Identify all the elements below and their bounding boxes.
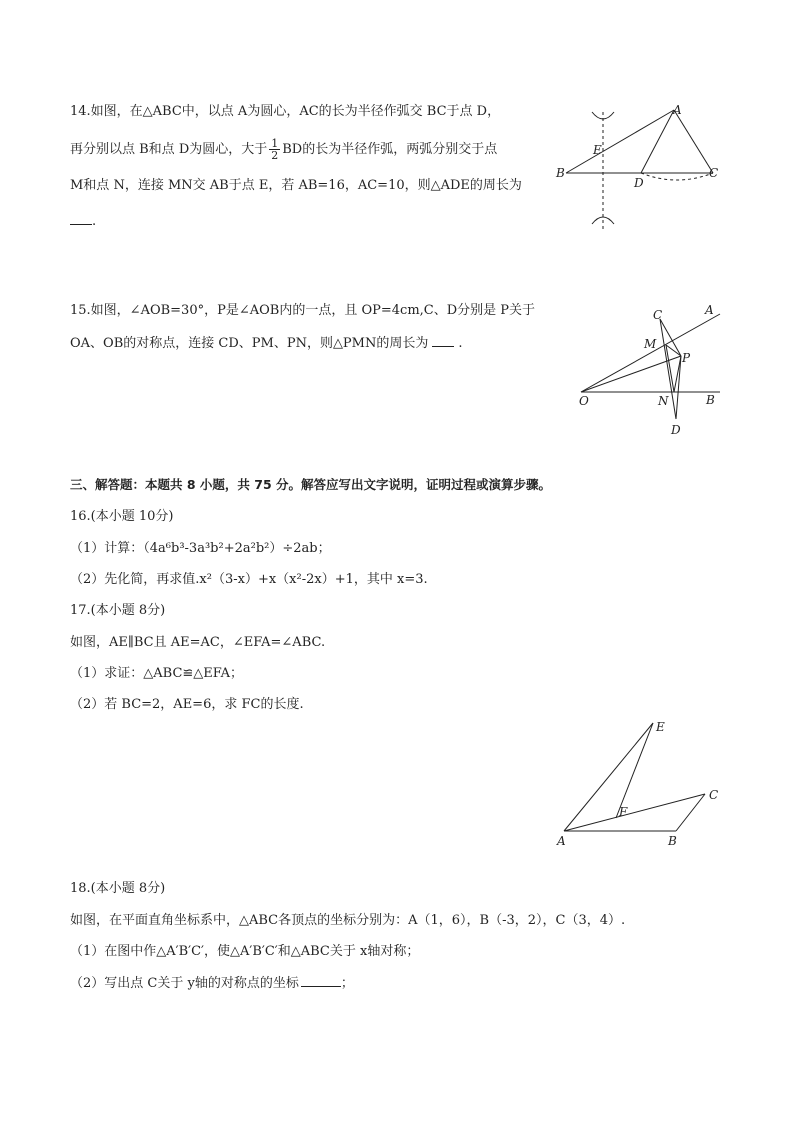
q14-line-2 (70, 138, 497, 161)
q17-figure (550, 715, 730, 855)
q15-label-a: A (705, 303, 714, 317)
q14-line-4-end: . (92, 214, 97, 229)
q15-line-2-end: . (458, 336, 463, 351)
q18-part-1: （1）在图中作△A′B′C′，使△A′B′C′和△ABC关于 x轴对称； (70, 944, 420, 959)
q17-label-a: A (557, 834, 566, 848)
q15-figure (575, 300, 735, 440)
q15-answer-blank[interactable] (432, 334, 454, 347)
q17-part-2: （2）若 BC=2，AE=6，求 FC的长度. (70, 697, 304, 712)
q18-part-2-end: ； (340, 976, 354, 991)
q18-answer-blank[interactable] (301, 974, 341, 987)
q15-label-o: O (579, 394, 589, 408)
q15-line-1: 15.如图，∠AOB=30°，P是∠AOB内的一点，且 OP=4cm,C、D分别是 P关于 (70, 303, 536, 318)
q16-title: 16.(本小题 10分) (70, 509, 174, 524)
q15-label-d: D (671, 423, 681, 437)
q15-line-2 (70, 334, 463, 353)
q18-part-2-text: （2）写出点 C关于 y轴的对称点的坐标 (70, 976, 299, 991)
q14-label-e: E (593, 143, 602, 157)
q17-part-1: （1）求证：△ABC≌△EFA； (70, 666, 244, 681)
q14-line-2-post: BD的长为半径作弧，两弧分别交于点 (282, 142, 498, 157)
q17-label-c: C (709, 788, 719, 802)
q14-label-b: B (556, 166, 565, 180)
q14-label-c: C (709, 166, 719, 180)
section-3-heading: 三、解答题：本题共 8 小题，共 75 分。解答应写出文字说明，证明过程或演算步骤。 (70, 477, 552, 492)
q14-line-4 (70, 212, 96, 231)
q15-label-c: C (653, 308, 663, 322)
q16-part-2: （2）先化简，再求值.x²（3-x）+x（x²-2x）+1，其中 x=3. (70, 572, 428, 587)
q14-label-d: D (634, 176, 644, 190)
q18-title: 18.(本小题 8分) (70, 881, 166, 896)
q15-label-m: M (644, 337, 657, 351)
q15-label-n: N (658, 394, 669, 408)
q14-figure (550, 100, 730, 235)
q17-stem: 如图，AE∥BC且 AE=AC，∠EFA=∠ABC. (70, 635, 326, 650)
q18-stem: 如图，在平面直角坐标系中，△ABC各顶点的坐标分别为：A（1，6），B（-3，2），C（3，4）. (70, 913, 626, 928)
q14-label-a: A (673, 103, 682, 117)
q14-line-3: M和点 N，连接 MN交 AB于点 E，若 AB=16，AC=10，则△ADE的周长为 (70, 178, 522, 193)
q14-line-2-pre: 再分别以点 B和点 D为圆心，大于 (70, 142, 268, 157)
q14-answer-blank[interactable] (70, 212, 92, 225)
q15-label-p: P (682, 351, 691, 365)
q15-line-2-text: OA、OB的对称点，连接 CD、PM、PN，则△PMN的周长为 (70, 336, 429, 351)
fraction-numerator: 1 (271, 137, 279, 150)
q17-label-e: E (656, 720, 665, 734)
q14-line-1: 14.如图，在△ABC中，以点 A为圆心，AC的长为半径作弧交 BC于点 D， (70, 104, 501, 119)
fraction-denominator: 2 (271, 149, 279, 162)
q17-label-f: F (619, 805, 628, 819)
q17-title: 17.(本小题 8分) (70, 603, 166, 618)
q18-part-2 (70, 974, 354, 993)
q17-label-b: B (668, 834, 677, 848)
q15-label-b: B (706, 393, 715, 407)
fraction-one-half (269, 138, 280, 161)
q16-part-1: （1）计算：（4a⁶b³-3a³b²+2a²b²）÷2ab； (70, 541, 331, 556)
